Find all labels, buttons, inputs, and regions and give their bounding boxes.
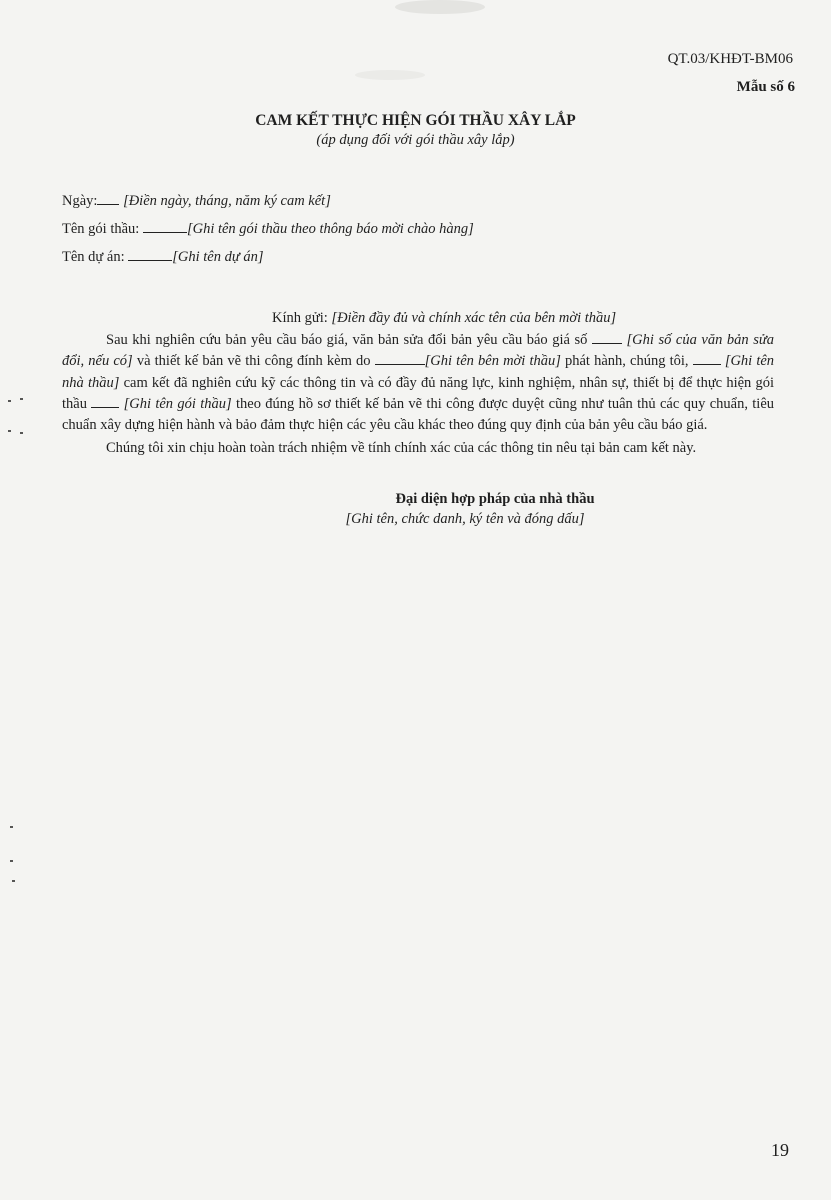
page-number: 19 [771,1140,789,1160]
date-blank [97,192,119,205]
contractor-hint: [Ghi tên nhà thầu] [62,353,775,391]
salutation-hint: [Điền đầy đủ và chính xác tên của bên mời thầu] [331,310,617,326]
package-name-blank [143,220,187,233]
package-hint: [Ghi tên gói thầu] [123,395,232,412]
paragraph-text: phát hành, chúng tôi, [565,353,689,370]
scan-smudge [395,0,485,14]
document-title: CAM KẾT THỰC HIỆN GÓI THẦU XÂY LẮP [255,112,576,129]
date-hint: [Điền ngày, tháng, năm ký cam kết] [123,193,331,209]
package-blank [91,395,119,408]
scan-mark [8,430,11,432]
signature-title: Đại diện hợp pháp của nhà thầu [395,491,595,507]
responsibility-paragraph: Chúng tôi xin chịu hoàn toàn trách nhiệm về tính chính xác của các thông tin nêu tại bản cam kết này. [106,440,697,456]
package-name-field [62,220,474,238]
form-number: Mẫu số 6 [736,79,795,95]
amendment-number-blank [592,331,622,344]
scan-mark [8,400,11,402]
signature-note: [Ghi tên, chức danh, ký tên và đóng dấu] [345,511,585,527]
paragraph-text: Sau khi nghiên cứu bản yêu cầu báo giá, văn bản sửa đổi bản yêu cầu báo giá số [106,332,588,348]
date-label: Ngày: [62,193,98,209]
project-name-label: Tên dự án: [62,249,125,265]
inviting-party-hint: [Ghi tên bên mời thầu] [424,353,561,370]
paragraph-text: và thiết kế bản vẽ thi công đính kèm do [136,353,371,370]
project-name-field [62,248,264,266]
salutation-label: Kính gửi: [272,310,328,326]
package-name-label: Tên gói thầu: [62,221,140,237]
inviting-party-blank [375,352,425,365]
project-name-hint: [Ghi tên dự án] [172,249,264,265]
scan-smudge [355,70,425,80]
paragraph-text: cam kết đã nghiên cứu kỹ các thông tin và có đầy đủ năng lực, kinh nghiệm, nhân sự, thiết bị để thực hiện gói thầu [62,374,775,412]
scan-mark [10,860,13,862]
scan-mark [12,880,15,882]
date-field [62,192,331,210]
amendment-number-hint: [Ghi số của văn bản sửa đổi, nếu có] [62,332,775,370]
scan-mark [10,826,13,828]
project-name-blank [128,248,172,261]
document-subtitle: (áp dụng đối với gói thầu xây lắp) [316,132,515,148]
contractor-blank [693,352,721,365]
document-code: QT.03/KHĐT-BM06 [667,51,793,67]
package-name-hint: [Ghi tên gói thầu theo thông báo mời chào hàng] [186,221,474,237]
paragraph-text: theo đúng hồ sơ thiết kế bản vẽ thi công được duyệt cũng như tuân thủ các quy chuẩn, tiêu chuẩn xây dựng hiện hành và bảo đảm thực hiện các yêu cầu khác theo đúng quy định của bản yêu cầu báo giá. [62,395,775,434]
salutation [272,310,616,327]
scan-mark [20,398,23,400]
scan-mark [20,432,23,434]
commitment-paragraph [62,330,774,436]
